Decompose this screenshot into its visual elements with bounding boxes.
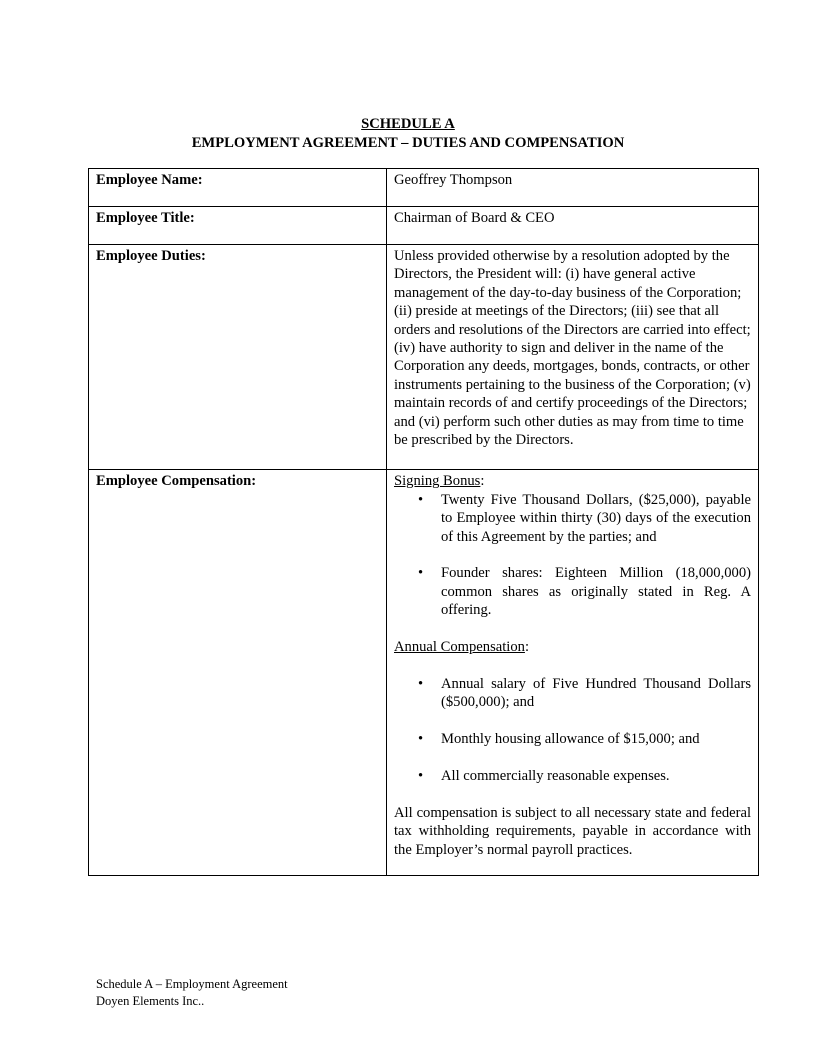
annual-compensation-colon: : xyxy=(524,639,529,656)
compensation-closing-text: All compensation is subject to all necessary state and federal tax withholding requirements, payable in accordance with the Employer’s normal payroll practices. xyxy=(394,804,751,858)
spacer xyxy=(394,657,751,675)
table-row xyxy=(89,470,759,875)
employee-title-label: Employee Title: xyxy=(89,207,387,245)
spacer xyxy=(394,785,751,803)
employee-duties-value: Unless provided otherwise by a resolution adopted by the Directors, the President will: (i) have general active management of the day-to-day business of the Corporation; (ii) preside at meetings of the Directors; (iii) see that all orders and resolutions of the Directors are carried into effect; (iv) have authority to sign and deliver in the name of the Corporation any deeds, mortgages, bonds, contracts, or other instruments pertaining to the business of the Corporation; (v) maintain records of and certify proceedings of the Directors; and (vi) perform such other duties as may from time to time be prescribed by the Directors. xyxy=(394,248,751,449)
spacer xyxy=(394,712,751,730)
employee-title-value: Chairman of Board & CEO xyxy=(387,207,759,245)
signing-bonus-list-2 xyxy=(394,564,751,619)
spacer xyxy=(394,749,751,767)
signing-bonus-heading: Signing Bonus xyxy=(394,473,481,490)
list-item: • All commercially reasonable expenses. xyxy=(441,767,751,785)
footer-line-1: Schedule A – Employment Agreement xyxy=(96,977,288,991)
employee-duties-cell xyxy=(387,245,759,470)
schedule-table xyxy=(88,168,759,876)
employee-name-label: Employee Name: xyxy=(89,169,387,207)
table-row xyxy=(89,245,759,470)
footer-line-2: Doyen Elements Inc.. xyxy=(96,994,205,1008)
employee-duties-label: Employee Duties: xyxy=(89,245,387,470)
list-item: • Annual salary of Five Hundred Thousand Dollars ($500,000); and xyxy=(441,675,751,712)
signing-bonus-colon: : xyxy=(480,473,485,490)
table-row xyxy=(89,207,759,245)
schedule-title: SCHEDULE A xyxy=(361,116,455,132)
schedule-subtitle: EMPLOYMENT AGREEMENT – DUTIES AND COMPENSATION xyxy=(191,135,625,151)
signing-bonus-heading-line xyxy=(394,472,751,490)
annual-compensation-heading-line xyxy=(394,638,751,656)
annual-compensation-list-3 xyxy=(394,767,751,785)
list-item: • Monthly housing allowance of $15,000; and xyxy=(441,730,751,748)
spacer xyxy=(394,620,751,638)
list-item: • Twenty Five Thousand Dollars, ($25,000), payable to Employee within thirty (30) days of the execution of this Agreement by the parties; and xyxy=(441,491,751,546)
signing-bonus-list xyxy=(394,491,751,546)
list-item: • Founder shares: Eighteen Million (18,000,000) common shares as originally stated in Reg. A offering. xyxy=(441,564,751,619)
annual-compensation-list xyxy=(394,675,751,712)
employee-name-value: Geoffrey Thompson xyxy=(387,169,759,207)
page-footer xyxy=(96,976,288,1010)
annual-compensation-list-2 xyxy=(394,730,751,748)
employee-compensation-label: Employee Compensation: xyxy=(89,470,387,875)
employee-compensation-cell xyxy=(387,470,759,875)
table-row xyxy=(89,169,759,207)
annual-compensation-heading: Annual Compensation xyxy=(394,639,525,656)
spacer xyxy=(394,546,751,564)
